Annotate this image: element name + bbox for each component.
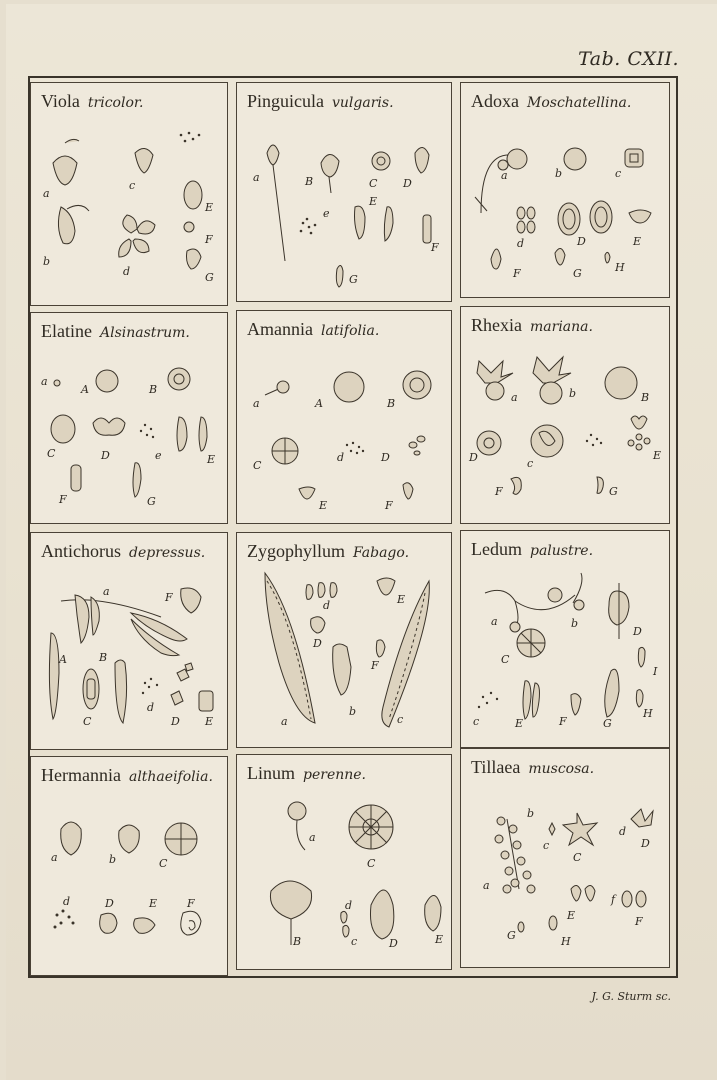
figure-label: C: [367, 857, 376, 870]
panel-zygophyllum: [236, 532, 452, 748]
figure-label: G: [507, 929, 516, 942]
genus-name: Tillaea: [471, 757, 521, 777]
figure-label: E: [207, 453, 216, 466]
figure-label: c: [473, 715, 480, 728]
figure-label: E: [205, 715, 214, 728]
species-name: latifolia.: [320, 323, 380, 339]
figure-label: D: [313, 637, 322, 650]
genus-name: Hermannia: [41, 765, 121, 785]
figure-label: B: [99, 651, 108, 664]
species-name: althaeifolia.: [128, 769, 213, 785]
species-name: perenne.: [303, 767, 366, 783]
figure-label: G: [603, 717, 612, 730]
figure-label: a: [41, 375, 48, 388]
figure-label: c: [543, 839, 550, 852]
figure-label: a: [309, 831, 316, 844]
figure-label: b: [569, 387, 577, 400]
figure-label: E: [149, 897, 158, 910]
panel-rhexia: [460, 306, 670, 524]
figure-label: G: [573, 267, 582, 280]
figure-label: D: [389, 937, 398, 950]
figure-label: B: [387, 397, 396, 410]
genus-name: Linum: [247, 763, 295, 783]
figure-label: C: [253, 459, 262, 472]
figure-label: b: [109, 853, 117, 866]
figure-label: F: [59, 493, 67, 506]
plate-number: Tab. CXII.: [578, 48, 679, 70]
figure-label: D: [577, 235, 586, 248]
figure-label: d: [323, 599, 331, 612]
figure-label: B: [305, 175, 314, 188]
figure-label: C: [369, 177, 378, 190]
figure-label: A: [81, 383, 89, 396]
figure-label: I: [653, 665, 658, 678]
species-name: vulgaris.: [332, 95, 394, 111]
antichorus-illustration: [31, 533, 227, 749]
figure-label: H: [643, 707, 653, 720]
figure-label: b: [43, 255, 51, 268]
genus-name: Amannia: [247, 319, 313, 339]
figure-label: e: [323, 207, 330, 220]
rhexia-illustration: [461, 307, 669, 523]
figure-label: D: [105, 897, 114, 910]
figure-label: H: [561, 935, 571, 948]
panel-viola: [30, 82, 228, 306]
figure-label: d: [63, 895, 71, 908]
figure-label: G: [349, 273, 358, 286]
figure-label: A: [315, 397, 323, 410]
genus-name: Zygophyllum: [247, 541, 345, 561]
figure-label: a: [491, 615, 498, 628]
figure-label: a: [43, 187, 50, 200]
panel-amannia: [236, 310, 452, 524]
species-name: mariana.: [530, 319, 593, 335]
elatine-illustration: [31, 313, 227, 523]
figure-label: F: [187, 897, 195, 910]
figure-label: d: [147, 701, 155, 714]
hermannia-illustration: [31, 757, 227, 975]
figure-label: F: [635, 915, 643, 928]
species-name: muscosa.: [528, 761, 595, 777]
panel-adoxa: [460, 82, 670, 298]
genus-name: Elatine: [41, 321, 92, 341]
figure-label: F: [165, 591, 173, 604]
figure-label: b: [571, 617, 579, 630]
figure-label: f: [611, 893, 616, 906]
species-name: Moschatellina.: [527, 95, 632, 111]
figure-label: B: [149, 383, 158, 396]
figure-label: a: [103, 585, 110, 598]
pinguicula-illustration: [237, 83, 451, 301]
book-page: [6, 4, 717, 1080]
genus-name: Antichorus: [41, 541, 121, 561]
figure-label: c: [527, 457, 534, 470]
figure-label: C: [83, 715, 92, 728]
figure-label: F: [559, 715, 567, 728]
panel-ledum: [460, 530, 670, 748]
panel-antichorus: [30, 532, 228, 750]
amannia-illustration: [237, 311, 451, 523]
panel-linum: [236, 754, 452, 970]
figure-label: c: [615, 167, 622, 180]
figure-label: F: [371, 659, 379, 672]
figure-label: G: [205, 271, 214, 284]
figure-label: E: [205, 201, 214, 214]
figure-label: D: [171, 715, 180, 728]
figure-label: H: [615, 261, 625, 274]
figure-label: d: [517, 237, 525, 250]
species-name: tricolor.: [87, 95, 144, 111]
figure-label: G: [609, 485, 618, 498]
figure-label: F: [385, 499, 393, 512]
figure-label: a: [511, 391, 518, 404]
figure-label: a: [483, 879, 490, 892]
figure-label: F: [513, 267, 521, 280]
genus-name: Rhexia: [471, 315, 522, 335]
figure-label: E: [319, 499, 328, 512]
figure-label: C: [47, 447, 56, 460]
genus-name: Ledum: [471, 539, 522, 559]
botanical-plate: [28, 76, 678, 978]
species-name: palustre.: [530, 543, 594, 559]
figure-label: B: [293, 935, 302, 948]
panel-pinguicula: [236, 82, 452, 302]
figure-label: a: [51, 851, 58, 864]
figure-label: E: [397, 593, 406, 606]
figure-label: a: [501, 169, 508, 182]
figure-label: B: [641, 391, 650, 404]
figure-label: c: [351, 935, 358, 948]
genus-name: Viola: [41, 91, 80, 111]
panel-hermannia: [30, 756, 228, 976]
figure-label: E: [653, 449, 662, 462]
figure-label: b: [527, 807, 535, 820]
figure-label: a: [281, 715, 288, 728]
figure-label: C: [159, 857, 168, 870]
figure-label: a: [253, 171, 260, 184]
figure-label: E: [633, 235, 642, 248]
figure-label: C: [501, 653, 510, 666]
figure-label: G: [147, 495, 156, 508]
figure-label: d: [123, 265, 131, 278]
figure-label: D: [469, 451, 478, 464]
figure-label: b: [555, 167, 563, 180]
figure-label: e: [155, 449, 162, 462]
figure-label: D: [641, 837, 650, 850]
figure-label: E: [435, 933, 444, 946]
zygophyllum-illustration: [237, 533, 451, 747]
figure-label: E: [515, 717, 524, 730]
figure-label: E: [369, 195, 378, 208]
figure-label: F: [495, 485, 503, 498]
figure-label: F: [431, 241, 439, 254]
species-name: depressus.: [129, 545, 206, 561]
figure-label: d: [345, 899, 353, 912]
adoxa-illustration: [461, 83, 669, 297]
linum-illustration: [237, 755, 451, 969]
species-name: Fabago.: [353, 545, 410, 561]
genus-name: Adoxa: [471, 91, 519, 111]
species-name: Alsinastrum.: [99, 325, 190, 341]
figure-label: d: [619, 825, 627, 838]
figure-label: d: [337, 451, 345, 464]
figure-label: D: [381, 451, 390, 464]
genus-name: Pinguicula: [247, 91, 324, 111]
engraver-credit: J. G. Sturm sc.: [591, 990, 671, 1003]
figure-label: D: [403, 177, 412, 190]
figure-label: F: [205, 233, 213, 246]
figure-label: c: [397, 713, 404, 726]
figure-label: A: [59, 653, 67, 666]
figure-label: C: [573, 851, 582, 864]
figure-label: b: [349, 705, 357, 718]
figure-label: a: [253, 397, 260, 410]
panel-elatine: [30, 312, 228, 524]
figure-label: D: [633, 625, 642, 638]
figure-label: D: [101, 449, 110, 462]
figure-label: c: [129, 179, 136, 192]
figure-label: E: [567, 909, 576, 922]
panel-tillaea: [460, 748, 670, 968]
